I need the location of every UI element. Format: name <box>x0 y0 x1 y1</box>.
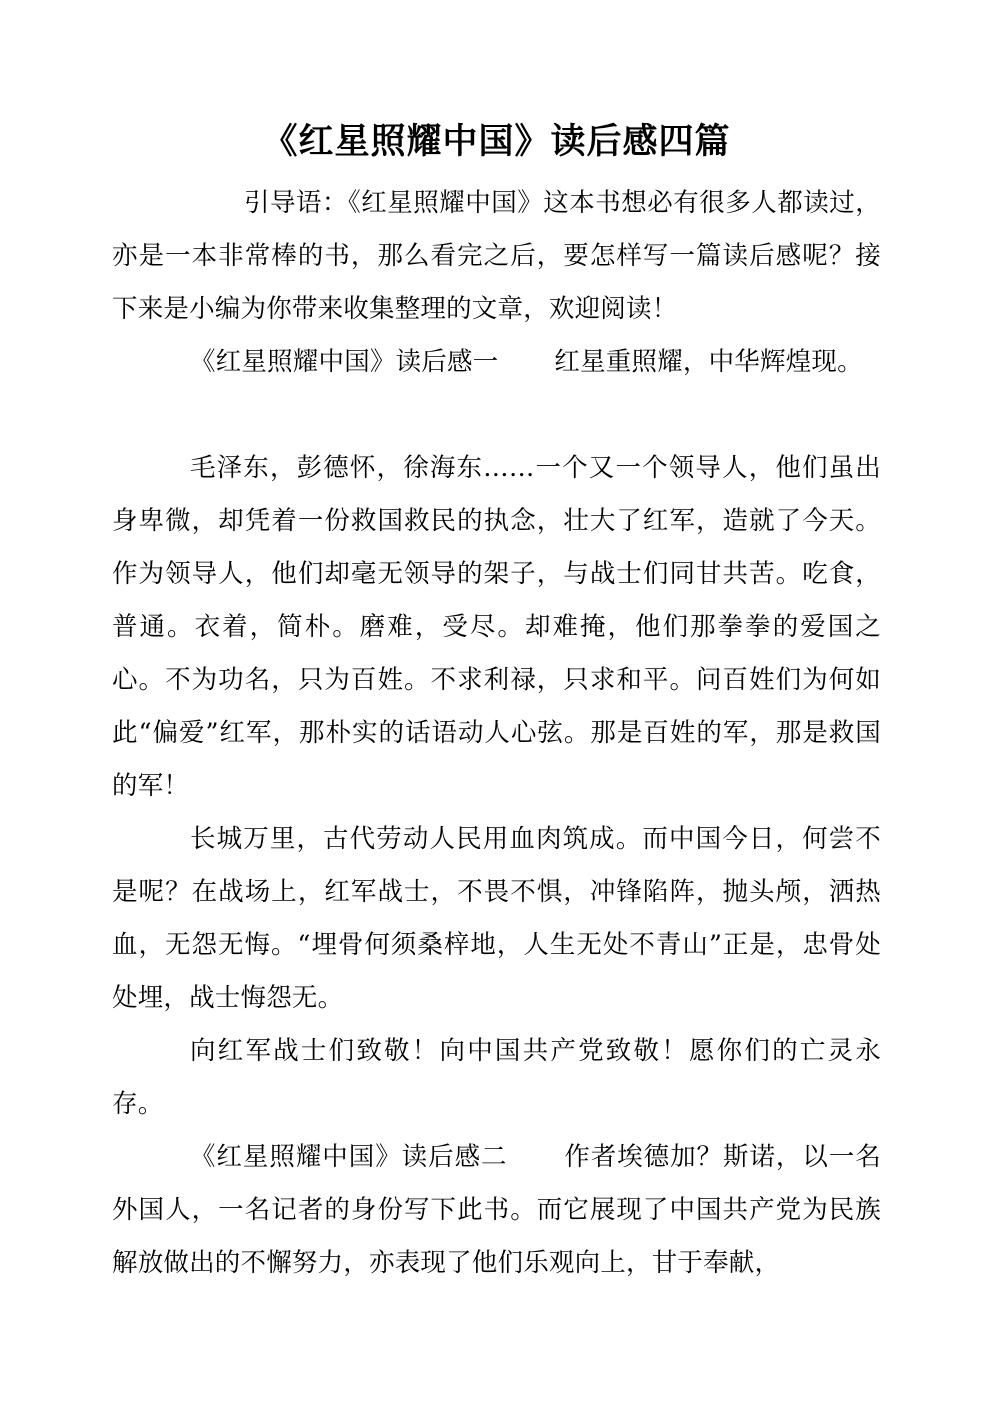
page-title: 《红星照耀中国》读后感四篇 <box>262 121 731 162</box>
section-one-title: 《红星照耀中国》读后感一 <box>190 347 499 378</box>
section-two-body: 作者埃德加？斯诺，以一名外国人，一名记者的身份写下此书。而它展现了中国共产党为民族解放做出的不懈努力，亦表现了他们乐观向上，甘于奉献， <box>112 1142 881 1279</box>
paragraph-intro: 引导语：《红星照耀中国》这本书想必有很多人都读过，亦是一本非常棒的书，那么看完之后，要怎样写一篇读后感呢？接下来是小编为你带来收集整理的文章，欢迎阅读！ <box>112 188 881 325</box>
paragraph-body-2: 长城万里，古代劳动人民用血肉筑成。而中国今日，何尝不是呢？在战场上，红军战士，不畏不惧，冲锋陷阵，抛头颅，洒热血，无怨无悔。“埋骨何须桑梓地，人生无处不青山”正是，忠骨处处埋，战士悔怨无。 <box>112 824 881 1014</box>
section-one-subtitle: 红星重照耀，中华辉煌现。 <box>554 347 863 378</box>
paragraph-body-3: 向红军战士们致敬！向中国共产党致敬！愿你们的亡灵永存。 <box>112 1036 881 1120</box>
paragraph-blank-line <box>112 389 881 442</box>
paragraph-section-one-heading <box>112 336 881 389</box>
section-two-title: 《红星照耀中国》读后感二 <box>190 1142 508 1173</box>
paragraph-section-two-heading <box>112 1131 881 1290</box>
paragraph-body-1: 毛泽东，彭德怀，徐海东……一个又一个领导人，他们虽出身卑微，却凭着一份救国救民的执念，壮大了红军，造就了今天。作为领导人，他们却毫无领导的架子，与战士们同甘共苦。吃食，普通。衣着，简朴。磨难，受尽。却难掩，他们那拳拳的爱国之心。不为功名，只为百姓。不求利禄，只求和平。问百姓们为何如此“偏爱”红军，那朴实的话语动人心弦。那是百姓的军，那是救国的军！ <box>112 453 881 802</box>
